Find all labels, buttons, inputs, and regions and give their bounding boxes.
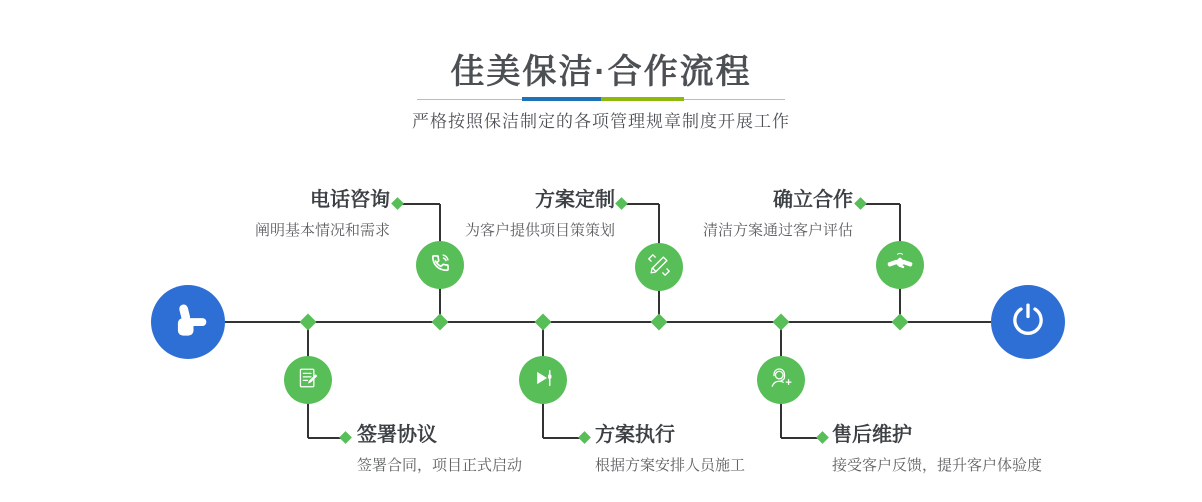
power-icon [1007,299,1049,346]
timeline-line [225,321,991,323]
step-subtitle: 签署合同，项目正式启动 [357,457,523,474]
step-node-plan-customize [635,243,683,291]
step-title: 方案执行 [595,424,675,446]
step-node-aftersales [757,356,805,404]
connector-line [624,203,659,205]
label-diamond-marker [391,197,404,210]
timeline-end-node [991,285,1065,359]
step-subtitle: 接受客户反馈，提升客户体验度 [832,457,1043,474]
play-slider-icon [529,364,557,397]
timeline-diamond-marker [651,314,668,331]
step-label [832,424,1042,475]
step-subtitle: 根据方案安排人员施工 [595,457,746,474]
divider-green-segment [601,97,684,101]
step-label [255,189,390,240]
label-diamond-marker [578,431,591,444]
timeline-start-node [151,285,225,359]
step-label [465,189,615,240]
step-subtitle: 清洁方案通过客户评估 [702,222,853,239]
label-diamond-marker [615,197,628,210]
document-pen-icon [294,364,322,397]
timeline-diamond-marker [535,314,552,331]
step-title: 方案定制 [535,189,615,211]
phone-icon [427,249,454,281]
step-title: 售后维护 [832,424,912,446]
step-subtitle: 为客户提供项目策策划 [464,222,615,239]
timeline-diamond-marker [892,314,909,331]
step-subtitle: 阐明基本情况和需求 [254,222,390,239]
connector-line [864,203,900,205]
connector-line [308,437,342,439]
step-node-plan-execute [519,356,567,404]
divider-blue-segment [522,97,601,101]
step-title: 电话咨询 [310,189,390,211]
step-title: 签署协议 [357,424,437,446]
handshake-icon [885,248,915,283]
connector-line [543,437,581,439]
connector-line [402,203,440,205]
label-diamond-marker [816,431,829,444]
page-title: 佳美保洁·合作流程 [450,53,752,91]
timeline-diamond-marker [432,314,449,331]
pencil-ruler-icon [645,251,673,284]
step-label [703,189,853,240]
step-node-establish-cooperation [876,241,924,289]
step-label [357,424,522,475]
headset-plus-icon [767,364,795,397]
timeline-diamond-marker [773,314,790,331]
page-subtitle: 严格按照保洁制定的各项管理规章制度开展工作 [412,112,790,131]
step-node-sign-agreement [284,356,332,404]
step-label [595,424,745,475]
timeline-diamond-marker [300,314,317,331]
pointing-hand-icon [166,298,210,347]
connector-line [781,437,819,439]
label-diamond-marker [339,431,352,444]
step-title: 确立合作 [773,189,853,211]
label-diamond-marker [854,197,867,210]
step-node-phone-consult [416,241,464,289]
title-divider-accent [522,97,684,101]
